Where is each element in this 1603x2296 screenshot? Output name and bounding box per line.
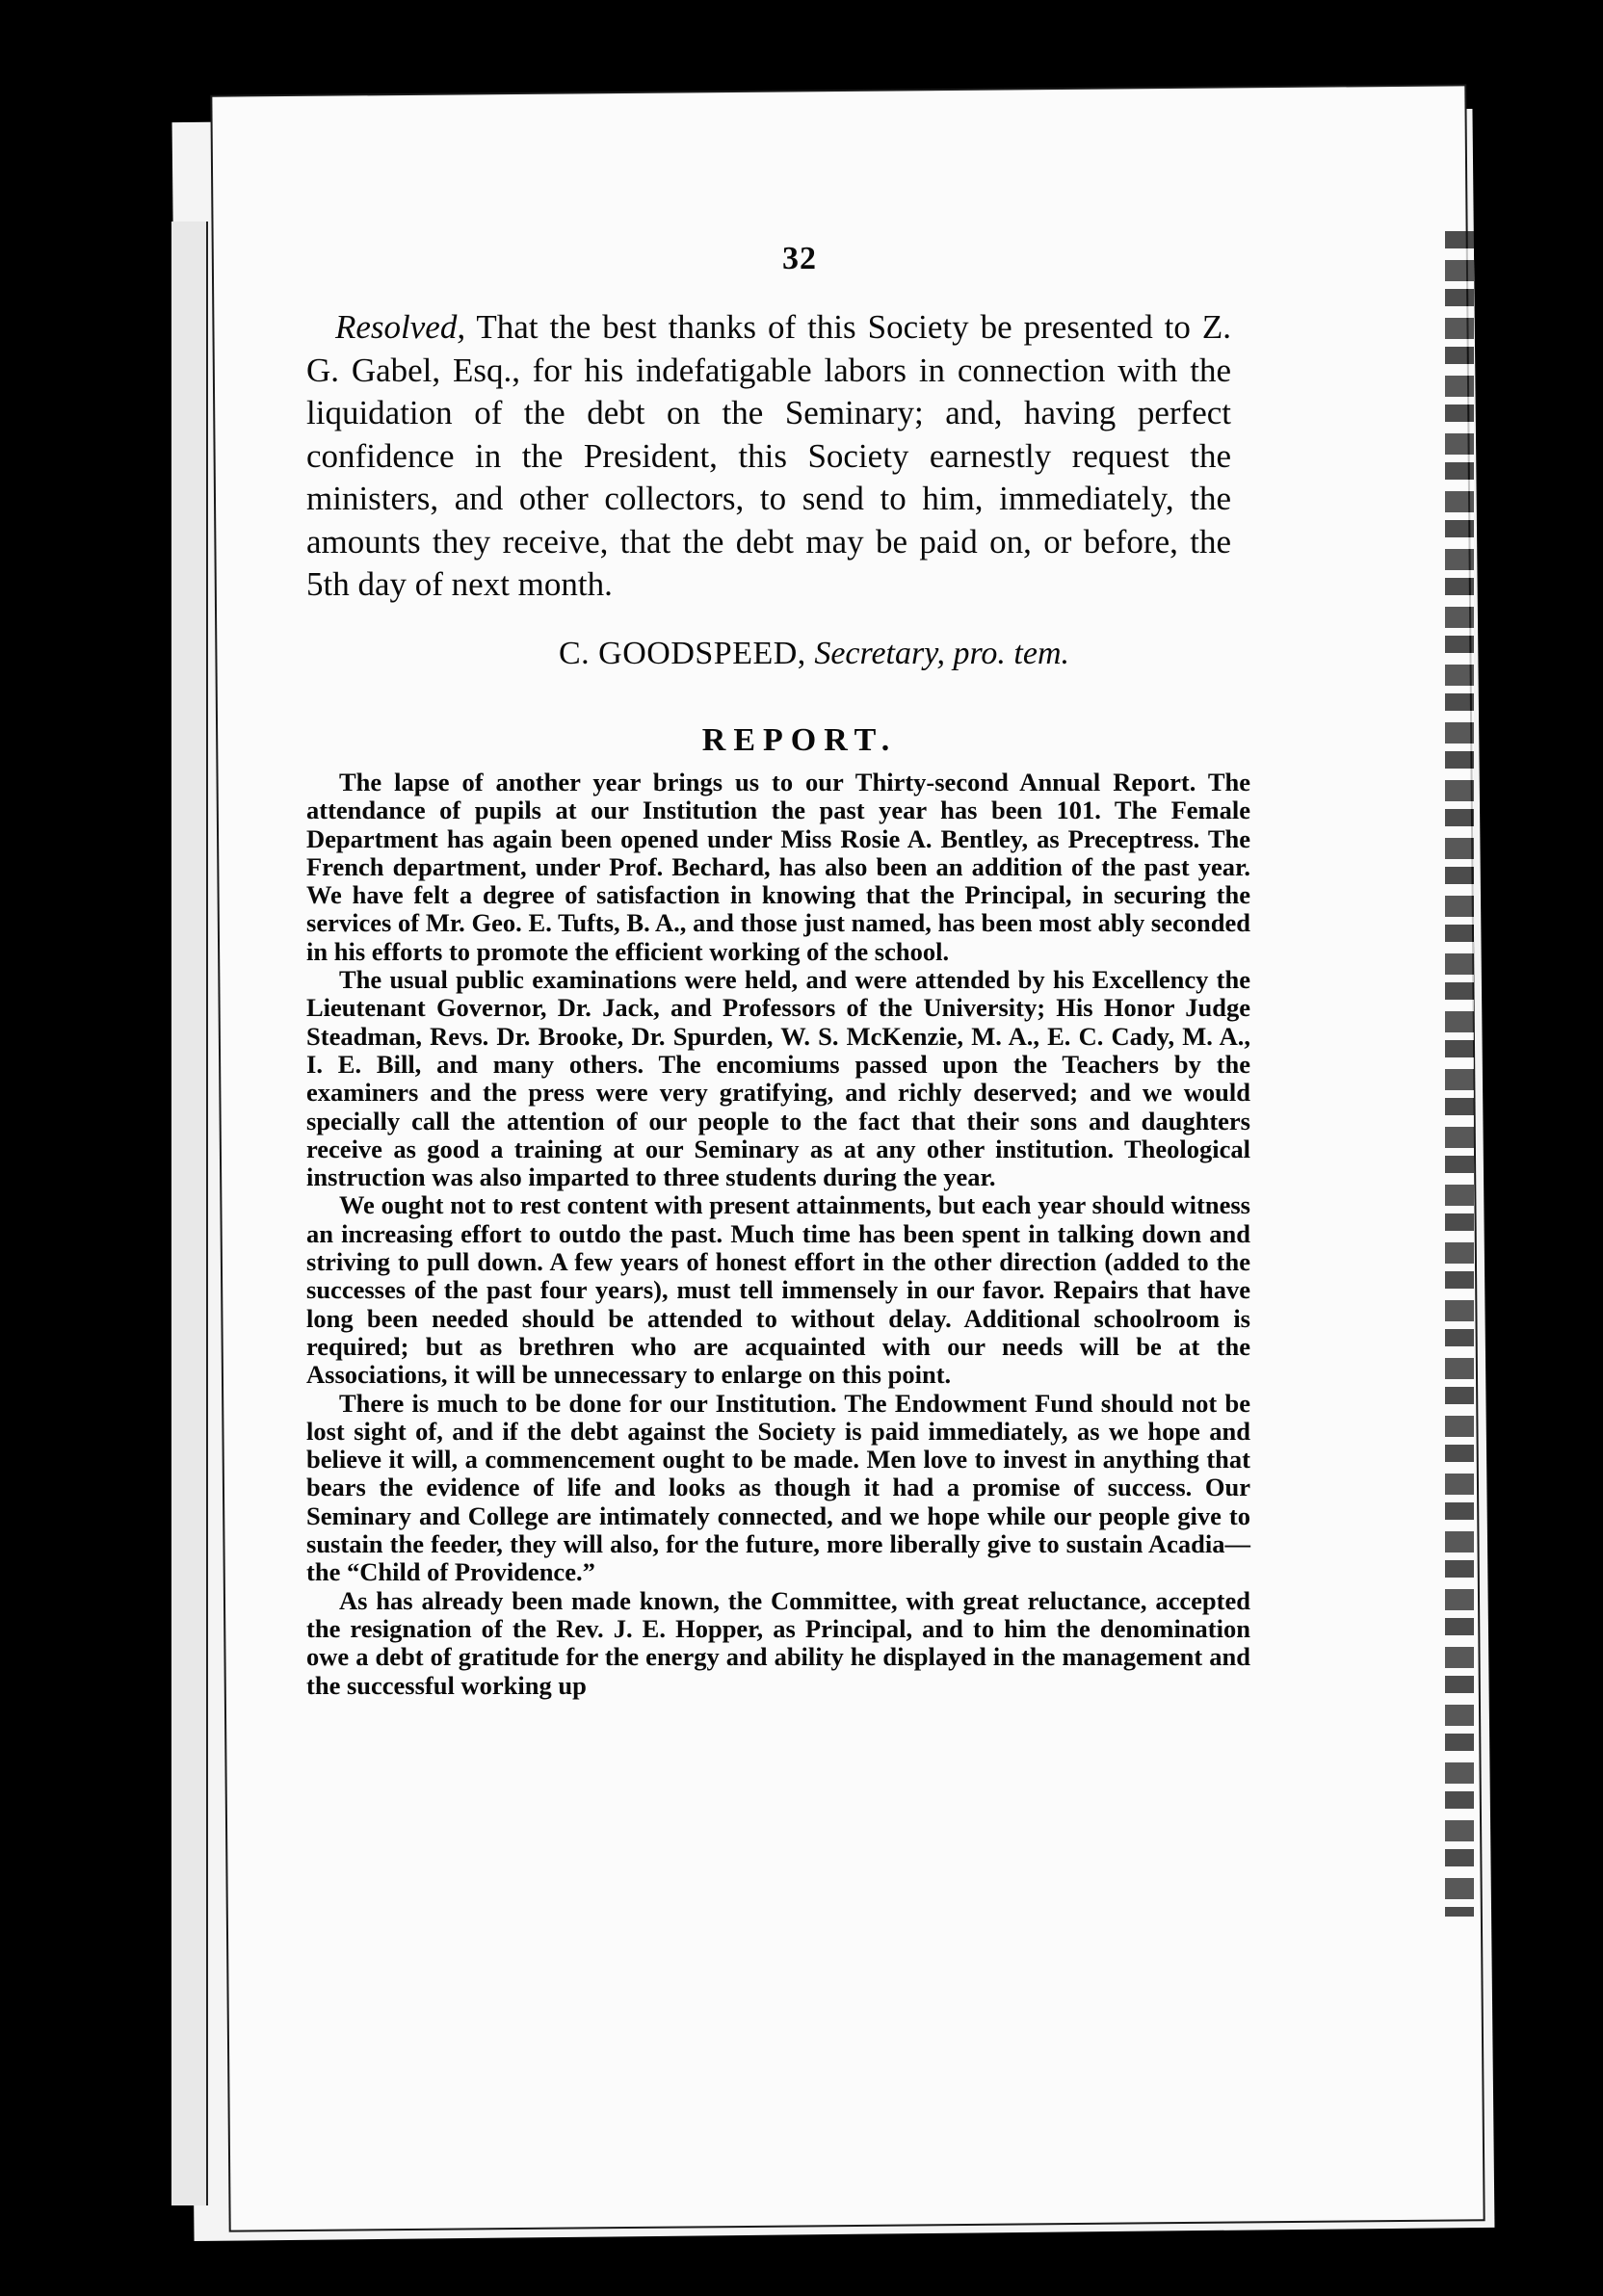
report-body: [306, 769, 1250, 1700]
resolution-text: That the best thanks of this Society be presented to Z. G. Gabel, Esq., for his indefatigable labors in connection with the liquidation of the debt on the Seminary; and, having perfect confidence in the President, this Society earnestly request the ministers, and other collectors, to send to him, immediately, the amounts they receive, that the debt may be paid on, or before, the 5th day of next month.: [306, 308, 1231, 603]
report-paragraph: The lapse of another year brings us to our Thirty-second Annual Report. The attendance of pupils at our Institution the past year has been 101. The Female Department has again been opened under Miss Rosie A. Bentley, as Preceptress. The French department, under Prof. Bechard, has also been an addition of the past year. We have felt a degree of satisfaction in knowing that the Principal, in securing the services of Mr. Geo. E. Tufts, B. A., and those just named, has been most ably seconded in his efforts to promote the efficient working of the school.: [306, 768, 1250, 966]
resolution-paragraph: [306, 306, 1231, 607]
secretary-signature: [559, 636, 1233, 672]
page-number: 32: [782, 241, 817, 276]
signature-role: Secretary, pro. tem.: [814, 636, 1070, 671]
signature-name: C. GOODSPEED,: [559, 636, 806, 671]
report-paragraph: There is much to be done for our Institution. The Endowment Fund should not be lost sight of, and if the debt against the Society is paid immediately, as we hope and believe it will, a commencement ought to be made. Men love to invest in anything that bears the evidence of life and looks as though it had a promise of success. Our Seminary and College are intimately connected, and we hope while our people give to sustain the feeder, they will also, for the future, more liberally give to sustain Acadia—the “Child of Providence.”: [306, 1388, 1250, 1587]
page-header: [318, 241, 1281, 277]
report-paragraph: The usual public examinations were held, and were attended by his Excellency the Lieutenant Governor, Dr. Jack, and Professors of the University; His Honor Judge Steadman, Revs. Dr. Brooke, Dr. Spurden, W. S. McKenzie, M. A., E. C. Cady, M. A., I. E. Bill, and many others. The encomiums passed upon the Teachers by the examiners and the press were very gratifying, and richly deserved; and we would specially call the attention of our people to the fact that their sons and daughters receive as good a training at our Seminary as at any other institution. Theological instruction was also imparted to three students during the year.: [306, 965, 1250, 1192]
report-paragraph: We ought not to rest content with present attainments, but each year should witness an increasing effort to outdo the past. Much time has been spent in talking down and striving to pull down. A few years of honest effort in the other direction (added to the successes of the past four years), must tell immensely in our favor. Repairs that have long been needed should be attended to without delay. Additional schoolroom is required; but as brethren who are acquainted with our needs will be at the Associations, it will be unnecessary to enlarge on this point.: [306, 1190, 1250, 1390]
torn-page-edge: [1445, 231, 1474, 1917]
report-heading: REPORT.: [701, 722, 898, 758]
book-spine-edge: [171, 222, 208, 2205]
resolution-lead: Resolved,: [335, 308, 466, 346]
report-paragraph: As has already been made known, the Committee, with great reluctance, accepted the resignation of the Rev. J. E. Hopper, as Principal, and to him the denomination owe a debt of gratitude for the energy and ability he displayed in the management and the successful working up: [306, 1585, 1250, 1700]
